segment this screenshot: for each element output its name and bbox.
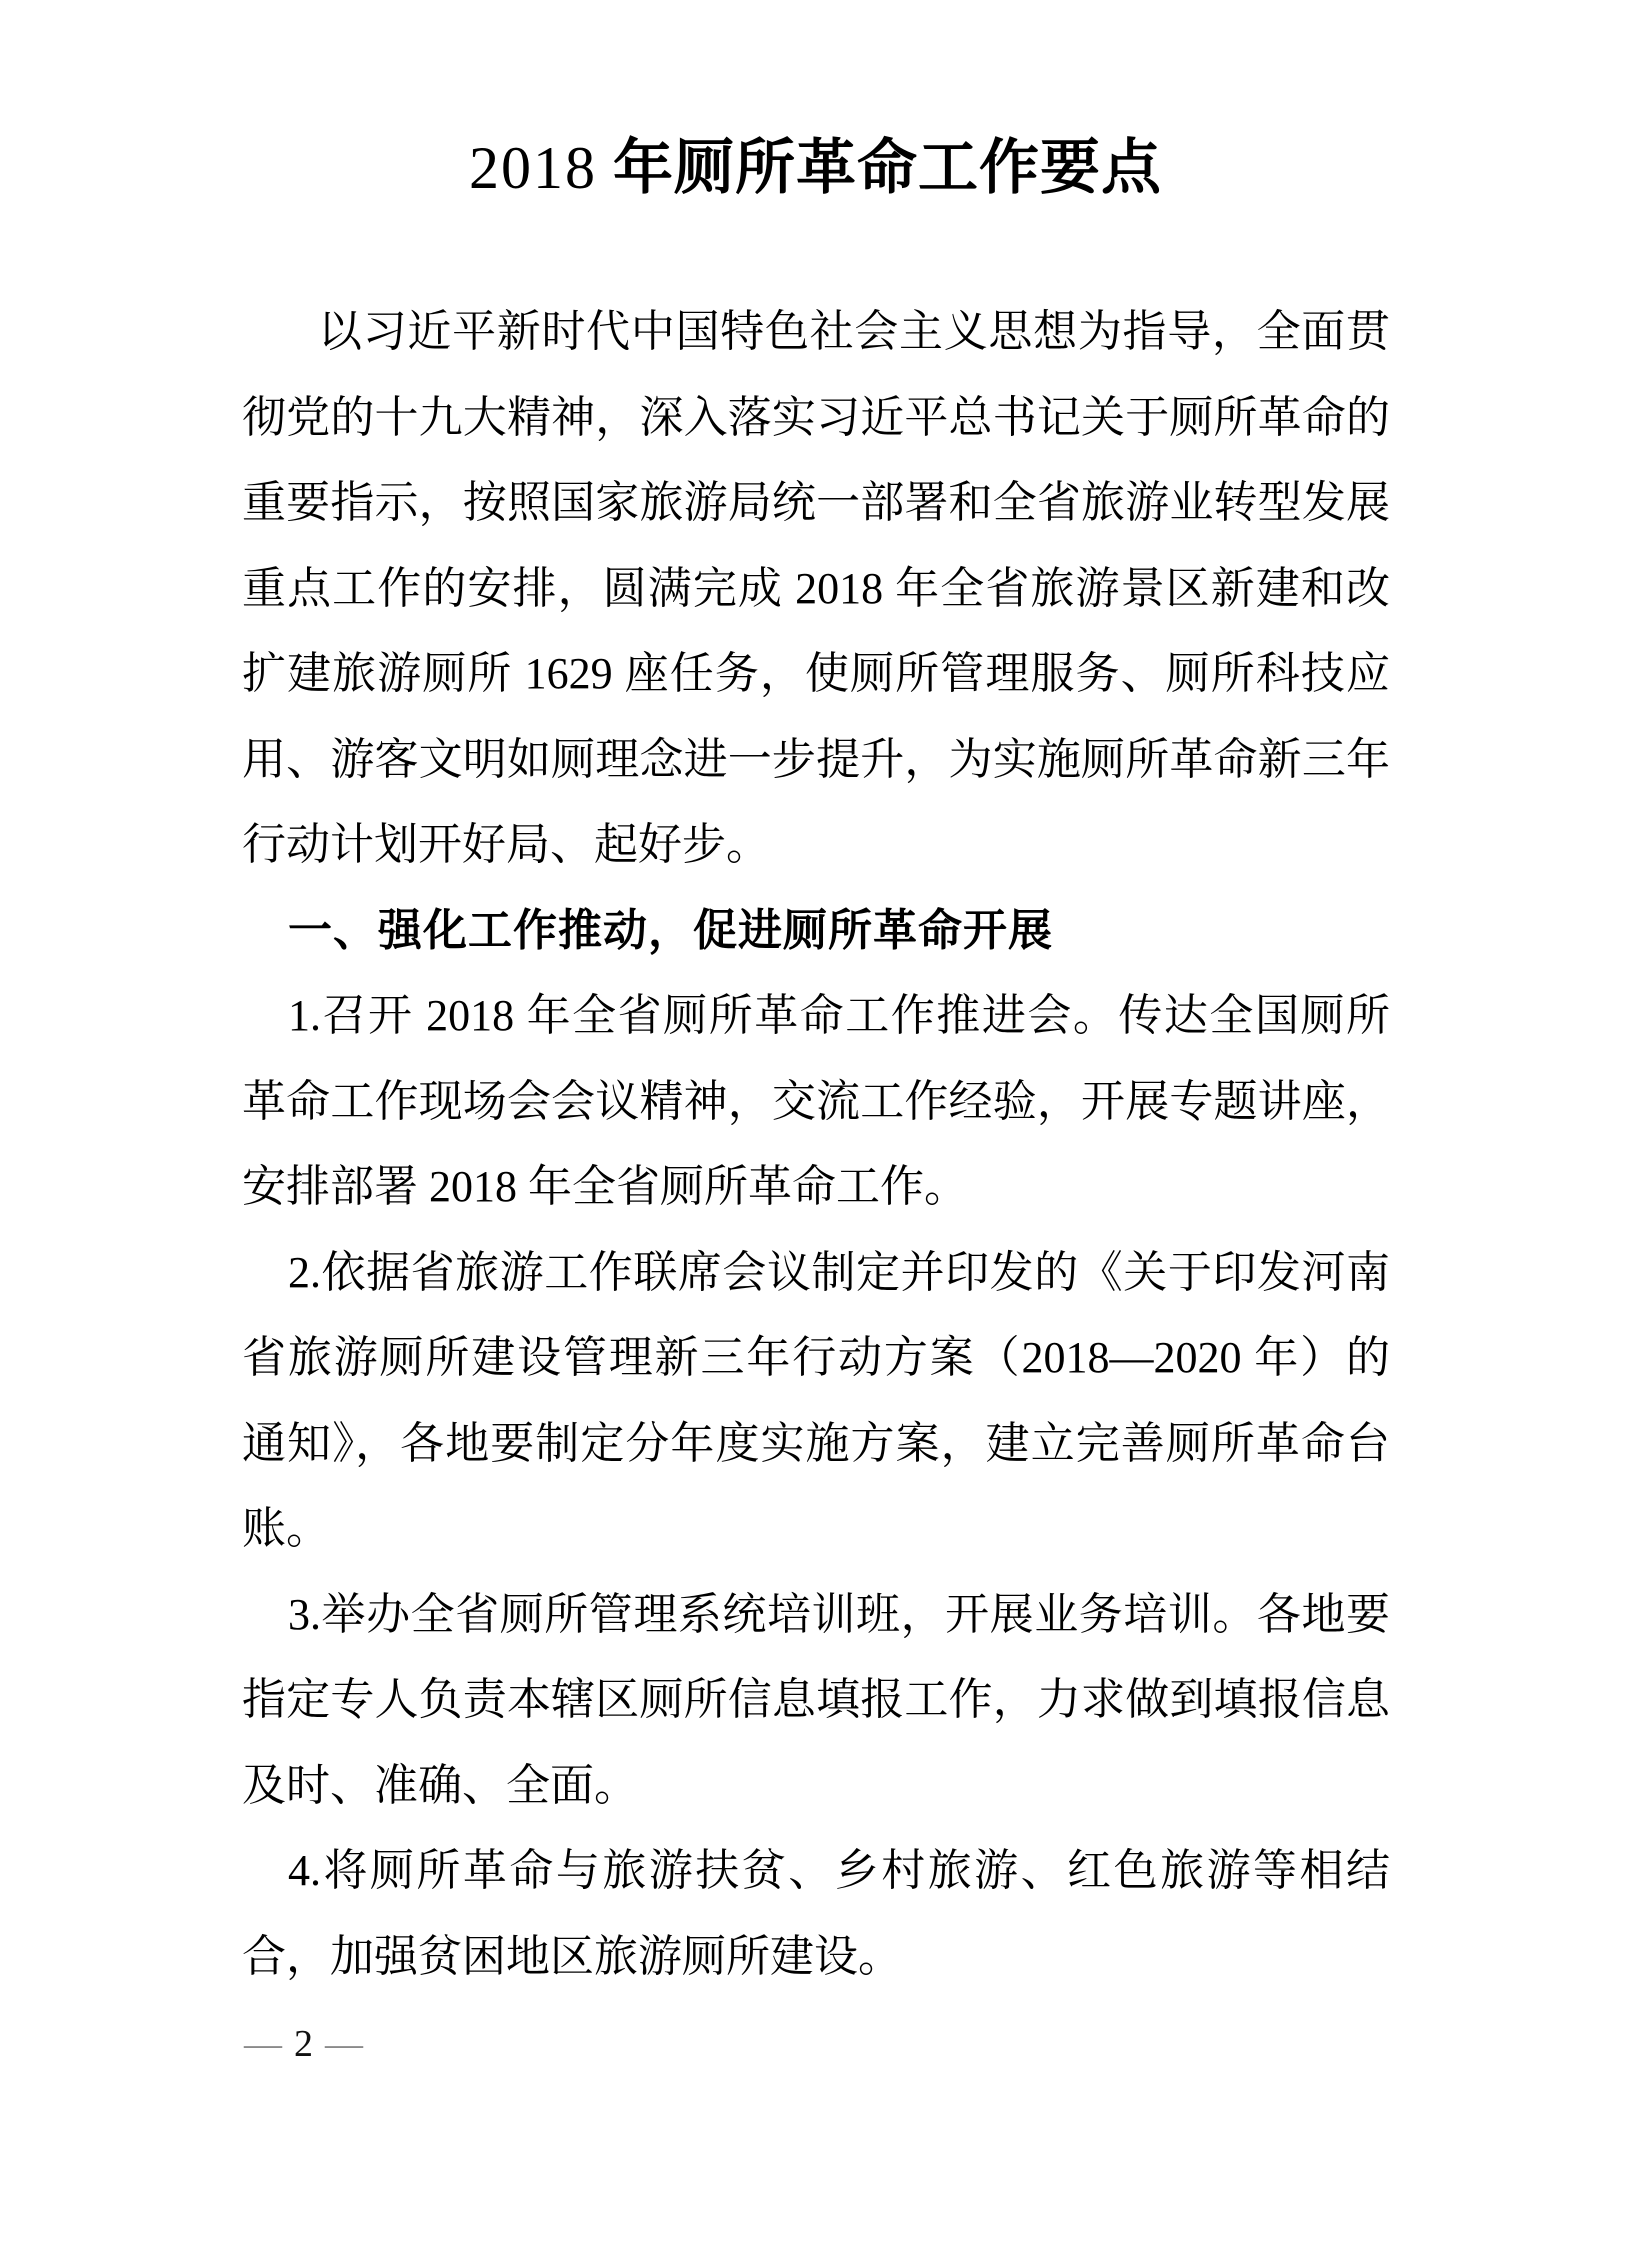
document-title [0, 132, 1631, 204]
document-body [242, 289, 1390, 1999]
title-text: 年厕所革命工作要点 [613, 135, 1162, 201]
section-heading: 一、强化工作推动，促进厕所革命开展 [288, 905, 1053, 955]
footer-dash-left: — [244, 2023, 282, 2065]
footer-page-number: 2 [294, 2023, 313, 2065]
item-paragraph-2: 2.依据省旅游工作联席会议制定并印发的《关于印发河南省旅游厕所建设管理新三年行动方案（2018—2020 年）的通知》，各地要制定分年度实施方案，建立完善厕所革命台账。 [242, 1247, 1390, 1553]
intro-paragraph: 以习近平新时代中国特色社会主义思想为指导，全面贯彻党的十九大精神，深入落实习近平总书记关于厕所革命的重要指示，按照国家旅游局统一部署和全省旅游业转型发展重点工作的安排，圆满完成 2018 年全省旅游景区新建和改扩建旅游厕所 1629 座任务，使厕所管理服务、厕所科技应用、游客文明如厕理念进一步提升，为实施厕所革命新三年行动计划开好局、起好步。 [242, 307, 1390, 869]
item-paragraph-1: 1.召开 2018 年全省厕所革命工作推进会。传达全国厕所革命工作现场会会议精神，交流工作经验，开展专题讲座，安排部署 2018 年全省厕所革命工作。 [242, 991, 1390, 1211]
item-paragraph-4: 4.将厕所革命与旅游扶贫、乡村旅游、红色旅游等相结合，加强贫困地区旅游厕所建设。 [242, 1846, 1390, 1981]
title-year: 2018 [469, 135, 597, 201]
page-footer [244, 2022, 363, 2066]
item-paragraph-3: 3.举办全省厕所管理系统培训班，开展业务培训。各地要指定专人负责本辖区厕所信息填报工作，力求做到填报信息及时、准确、全面。 [242, 1589, 1390, 1810]
footer-dash-right: — [325, 2023, 363, 2065]
